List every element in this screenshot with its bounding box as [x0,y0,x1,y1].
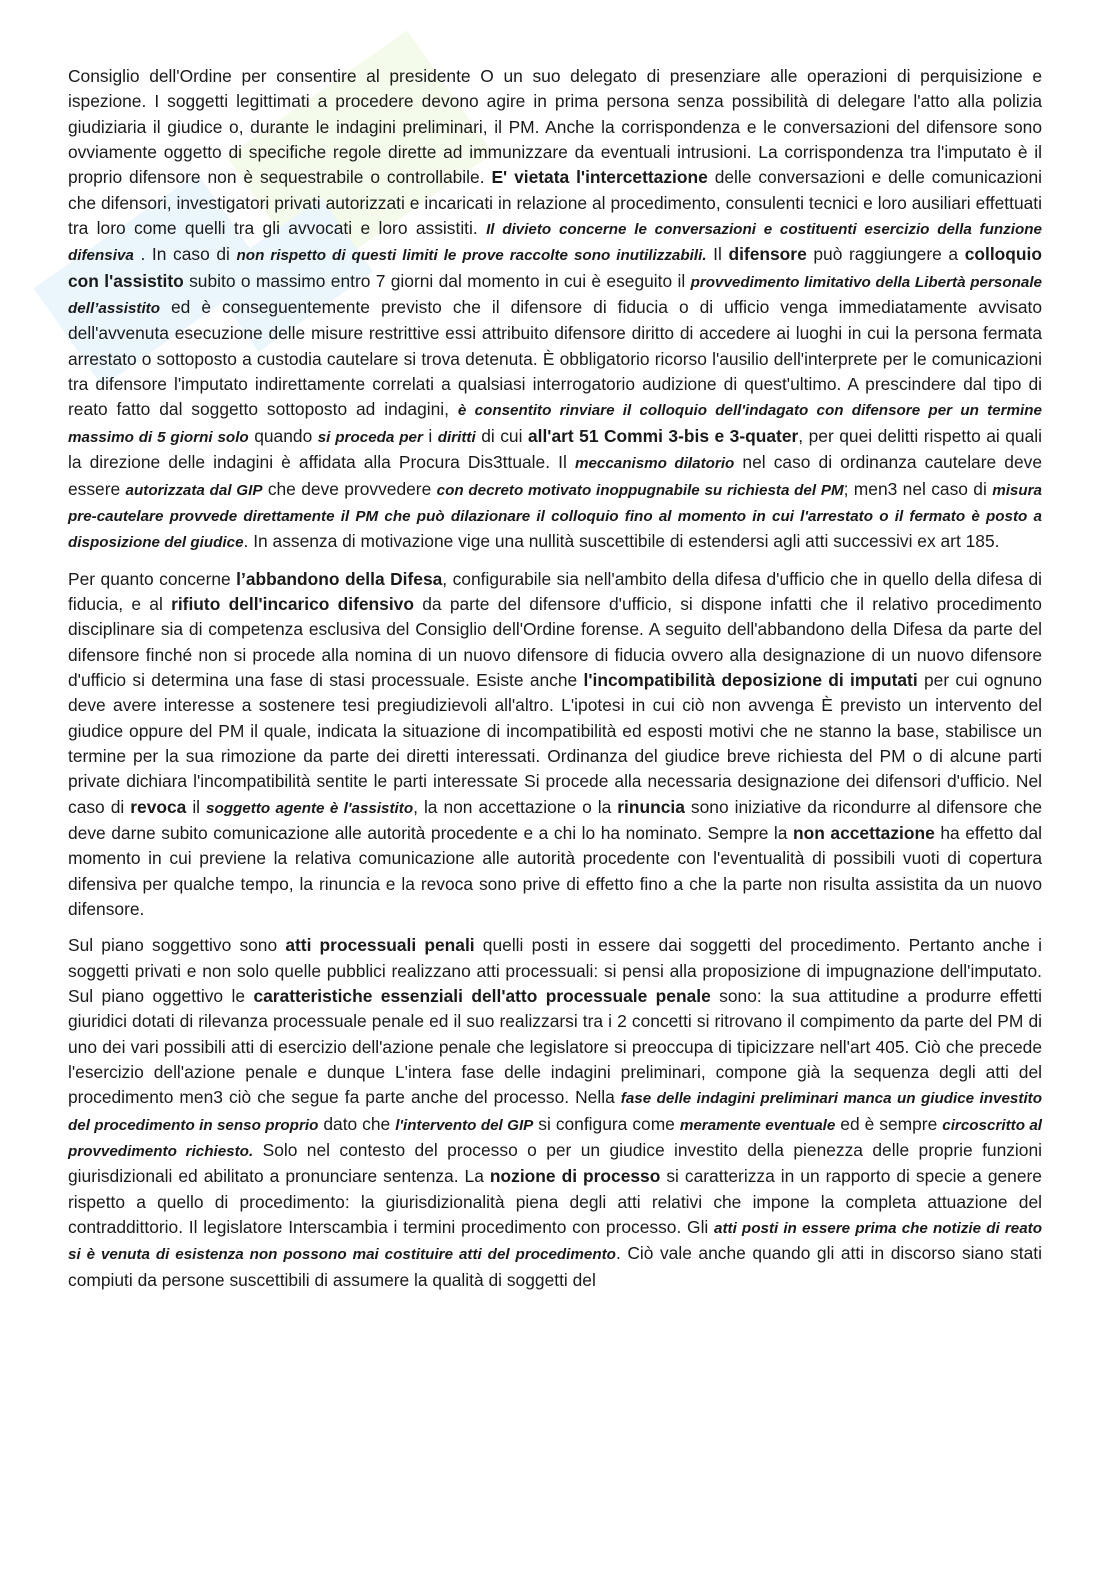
text-run: da parte del difensore d'ufficio, si dispone infatti che il relativo procedimento disciplinare sia di competenza esclusiva del Consiglio dell'Ordine forense. A seguito dell'abbandono della Difesa da parte del difensore finché non si procede alla nomina di un nuovo difensore di fiducia ovvero alla designazione di un nuovo difensore d'ufficio si determina una fase di stasi processuale. Esiste anche [68,593,1042,690]
paragraph-3 [68,933,1042,1293]
text-run: i [422,425,438,446]
text-run: ed è conseguentemente previsto che il difensore di fiducia o di ufficio venga immediatamente avvisato dell'avvenuta esecuzione delle misure restrittive essi attribuito difensore diritto di accedere ai luoghi in cui la persona fermata arrestato o sottoposto a custodia cautelare si trova detenuta. È obbligatorio ricorso l'ausilio dell'interprete per le comunicazioni tra difensore l'imputato indirettamente correlati a qualsiasi interrogatorio audizione di quest'ultimo. A prescindere dal tipo di reato fatto dal soggetto sottoposto ad indagini, [68,297,1042,420]
bold-text: rifiuto dell'incarico difensivo [171,593,414,614]
bold-italic-text: fase delle indagini preliminari manca un giudice investito del procedimento in senso proprio [68,1090,1042,1134]
text-run: Consiglio dell'Ordine per consentire al presidente O un suo delegato di presenziare alle operazioni di perquisizione e ispezione. I soggetti legittimati a procedere devono agire in prima persona senza possibilità di delegare l'atto alla polizia giudiziaria il giudice o, durante le indagini preliminari, il PM. Anche la corrispondenza e le conversazioni del difensore sono ovviamente oggetto di specifiche regole dirette ad immunizzare da eventuali intrusioni. La corrispondenza tra l'imputato è il proprio difensore non è sequestrabile o controllabile. [68,66,1042,188]
text-run: sono: la sua attitudine a produrre effetti giuridici dotati di rilevanza processuale penale ed il suo realizzarsi tra i 2 concetti si ritrovano il compimento da parte del PM di uno dei vari possibili atti di esercizio dell'azione penale che legislatore si preoccupa di tipicizzare nell'art 405. Ciò che precede l'esercizio dell'azione penale e dunque L'intera fase delle indagini preliminari, compone già la sequenza degli atti del procedimento men3 ciò che segue fa parte anche del processo. Nella [68,986,1042,1108]
bold-text: caratteristiche essenziali dell'atto processuale penale [253,986,711,1007]
bold-italic-text: l'intervento del GIP [395,1116,534,1134]
text-run: , per quei delitti rispetto ai quali la direzione delle indagini è affidata alla Procura Dis3ttuale. Il [68,425,1042,473]
text-run: . Ciò vale anche quando gli atti in discorso siano stati compiuti da persone suscettibili di assumere la qualità di soggetti del [68,1243,1042,1290]
bold-text: rinuncia [617,796,685,817]
bold-text: l’abbandono della Difesa [236,568,443,589]
text-run: Sul piano soggettivo sono [68,935,286,956]
bold-italic-text: provvedimento limitativo della Libertà personale dell’assistito [68,273,1042,318]
text-run: , configurabile sia nell'ambito della difesa d'ufficio che in quello della difesa di fiducia, e al [68,568,1042,614]
bold-italic-text: diritti [437,428,476,446]
text-run: quando [248,425,318,446]
text-run: , la non accettazione o la [413,796,618,817]
text-run: delle conversazioni e delle comunicazioni che difensori, investigatori privati autorizzati e incaricati in relazione al procedimento, consulenti tecnici e loro ausiliari effettuati tra loro come quelli tra gli avvocati e loro assistiti. [68,167,1043,239]
bold-italic-text: con decreto motivato inoppugnabile su richiesta del PM [436,481,844,499]
bold-italic-text: meramente eventuale [679,1116,836,1134]
text-run: ; men3 nel caso di [843,478,993,499]
text-run: il [186,796,207,817]
text-run: ed è sempre [835,1113,943,1134]
text-run: Il [706,244,729,265]
bold-italic-text: non rispetto di questi limiti le prove raccolte sono inutilizzabili. [236,247,707,265]
bold-italic-text: circoscritto al provvedimento richiesto. [68,1116,1042,1161]
bold-italic-text: Il divieto concerne le conversazioni e costituenti esercizio della funzione difensiva [68,221,1042,265]
bold-italic-text: soggetto agente è l'assistito [206,799,414,817]
paragraph-2 [68,567,1042,923]
bold-text: revoca [130,796,187,817]
bold-text: all'art 51 Commi 3-bis e 3-quater [527,425,799,446]
paragraph-1 [68,64,1042,556]
bold-text: difensore [728,244,807,265]
text-run: subito o massimo entro 7 giorni dal momento in cui è eseguito il [183,270,691,291]
bold-italic-text: è consentito rinviare il colloquio dell'indagato con difensore per un termine massimo di 5 giorni solo [68,402,1042,446]
text-run: . In assenza di motivazione vige una nullità suscettibile di estendersi agli atti successivi ex art 185. [243,531,1000,552]
bold-text: non accettazione [793,822,935,843]
text-run: Solo nel contesto del processo o per un giudice investito della pienezza delle proprie funzioni giurisdizionali ed abilitato a pronunciare sentenza. La [68,1140,1043,1187]
bold-text: nozione di processo [489,1166,661,1187]
bold-italic-text: atti posti in essere prima che notizie di reato si è venuta di esistenza non possono mai costituire atti del procedimento [68,1220,1042,1264]
text-run: può raggiungere a [806,244,965,265]
text-run: per cui ognuno deve avere interesse a sostenere tesi pregiudizievoli all'altro. L'ipotesi in cui ciò non avvenga È previsto un intervento del giudice oppure del PM il quale, indicata la situazione di incompatibilità ed esposti motivi che ne stanno la base, stabilisce un termine per la sua rimozione da parte dei diretti interessati. Ordinanza del giudice breve richiesta del PM o di alcune parti private dichiara l'incompatibilità sentite le parti interessate Si procede alla necessaria designazione dei difensori d'ufficio. Nel caso di [68,669,1042,817]
text-run: dato che [318,1113,396,1134]
text-run: si configura come [533,1113,680,1134]
bold-text: colloquio con l'assistito [68,244,1043,291]
text-run: si caratterizza in un rapporto di specie a genere rispetto a quello di procedimento: la giurisdizionalità piena degli atti relativi che impone la completa attuazione del contraddittorio. Il legislatore Interscambia i termini procedimento con processo. Gli [68,1166,1042,1238]
document-page [68,64,1042,1304]
bold-italic-text: autorizzata dal GIP [125,481,263,499]
text-run: Per quanto concerne [68,568,237,589]
text-run: di cui [475,425,528,446]
bold-text: l'incompatibilità deposizione di imputati [583,669,918,690]
text-run: ha effetto dal momento in cui previene la relativa comunicazione alle autorità procedente con l'eventualità di possibili vuoti di copertura difensiva per qualche tempo, la rinuncia e la revoca sono prive di effetto fino a che la parte non risulta assistita da un nuovo difensore. [68,822,1042,919]
text-run: che deve provvedere [262,478,437,499]
bold-text: E' vietata l'intercettazione [491,167,708,188]
bold-text: atti processuali penali [285,935,475,956]
bold-italic-text: meccanismo dilatorio [574,455,735,473]
bold-italic-text: si proceda per [317,428,423,446]
text-run: quelli posti in essere dai soggetti del procedimento. Pertanto anche i soggetti privati e non solo quelle pubblici realizzano atti processuali: si pensi alla proposizione di impugnazione dell'imputato. Sul piano oggettivo le [68,935,1042,1007]
text-run: . In caso di [133,244,237,265]
text-run: sono iniziative da ricondurre al difensore che deve darne subito comunicazione alle autorità procedente e a chi lo ha nominato. Sempre la [68,796,1042,843]
text-run: nel caso di ordinanza cautelare deve essere [68,452,1042,499]
bold-italic-text: misura pre-cautelare provvede direttamente il PM che può dilazionare il colloquio fino al momento in cui l'arrestato o il fermato è posto a disposizione del giudice [68,481,1042,552]
